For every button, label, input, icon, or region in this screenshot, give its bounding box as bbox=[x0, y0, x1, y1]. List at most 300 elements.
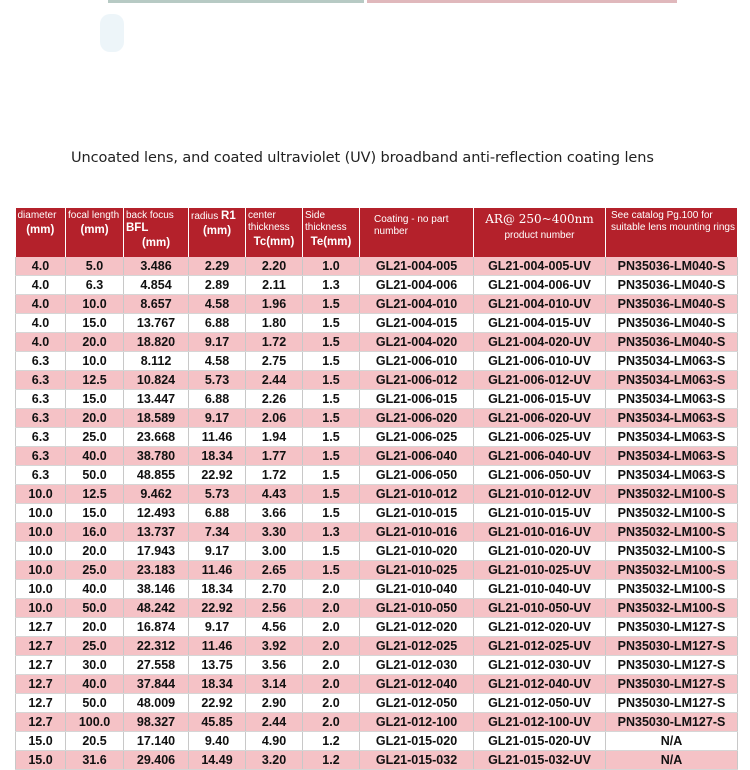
table-row bbox=[16, 276, 738, 295]
cell-mounting-ring: PN35034-LM063-S bbox=[606, 409, 738, 428]
cell-uv-part: GL21-012-100-UV bbox=[474, 713, 606, 732]
cell-center-thickness: 4.56 bbox=[246, 618, 303, 637]
cell-focal-length: 20.0 bbox=[66, 542, 124, 561]
header-side-thickness bbox=[303, 208, 360, 257]
cell-mounting-ring: PN35034-LM063-S bbox=[606, 352, 738, 371]
cell-uv-part: GL21-004-015-UV bbox=[474, 314, 606, 333]
cell-side-thickness: 2.0 bbox=[303, 637, 360, 656]
cell-center-thickness: 2.75 bbox=[246, 352, 303, 371]
cell-diameter: 6.3 bbox=[16, 390, 66, 409]
cell-coating-part: GL21-006-015 bbox=[360, 390, 474, 409]
cell-mounting-ring: PN35036-LM040-S bbox=[606, 276, 738, 295]
cell-radius: 6.88 bbox=[189, 314, 246, 333]
cell-radius: 45.85 bbox=[189, 713, 246, 732]
cell-coating-part: GL21-015-020 bbox=[360, 732, 474, 751]
cell-diameter: 10.0 bbox=[16, 485, 66, 504]
cell-center-thickness: 1.77 bbox=[246, 447, 303, 466]
table-row bbox=[16, 599, 738, 618]
cell-side-thickness: 2.0 bbox=[303, 599, 360, 618]
cell-side-thickness: 1.5 bbox=[303, 428, 360, 447]
cell-side-thickness: 2.0 bbox=[303, 713, 360, 732]
header-focal-label: focal length bbox=[68, 210, 120, 221]
cell-side-thickness: 2.0 bbox=[303, 580, 360, 599]
header-radius-label: radius bbox=[191, 211, 219, 222]
cell-back-focus: 13.767 bbox=[124, 314, 189, 333]
table-row bbox=[16, 466, 738, 485]
cell-center-thickness: 3.00 bbox=[246, 542, 303, 561]
banner-glow bbox=[100, 14, 124, 52]
cell-mounting-ring: PN35030-LM127-S bbox=[606, 675, 738, 694]
cell-coating-part: GL21-004-005 bbox=[360, 257, 474, 276]
cell-mounting-ring: PN35032-LM100-S bbox=[606, 504, 738, 523]
cell-focal-length: 20.5 bbox=[66, 732, 124, 751]
cell-center-thickness: 1.80 bbox=[246, 314, 303, 333]
cell-side-thickness: 1.2 bbox=[303, 751, 360, 770]
cell-back-focus: 9.462 bbox=[124, 485, 189, 504]
cell-mounting-ring: PN35034-LM063-S bbox=[606, 466, 738, 485]
table-row bbox=[16, 656, 738, 675]
cell-diameter: 10.0 bbox=[16, 542, 66, 561]
header-ar-label: AR@ 250~400nm bbox=[485, 212, 594, 226]
cell-diameter: 4.0 bbox=[16, 295, 66, 314]
cell-radius: 9.17 bbox=[189, 618, 246, 637]
cell-uv-part: GL21-006-040-UV bbox=[474, 447, 606, 466]
cell-diameter: 6.3 bbox=[16, 447, 66, 466]
cell-side-thickness: 2.0 bbox=[303, 694, 360, 713]
header-coating bbox=[360, 208, 474, 257]
cell-coating-part: GL21-010-012 bbox=[360, 485, 474, 504]
cell-focal-length: 40.0 bbox=[66, 675, 124, 694]
cell-back-focus: 17.140 bbox=[124, 732, 189, 751]
cell-focal-length: 25.0 bbox=[66, 428, 124, 447]
cell-mounting-ring: PN35030-LM127-S bbox=[606, 637, 738, 656]
header-coating-label: Coating - no part number bbox=[374, 214, 449, 237]
header-diameter-unit: (mm) bbox=[26, 224, 55, 236]
cell-focal-length: 15.0 bbox=[66, 504, 124, 523]
cell-coating-part: GL21-004-006 bbox=[360, 276, 474, 295]
cell-coating-part: GL21-004-010 bbox=[360, 295, 474, 314]
cell-coating-part: GL21-012-025 bbox=[360, 637, 474, 656]
cell-mounting-ring: PN35034-LM063-S bbox=[606, 390, 738, 409]
cell-uv-part: GL21-004-010-UV bbox=[474, 295, 606, 314]
cell-coating-part: GL21-006-010 bbox=[360, 352, 474, 371]
header-bfl-abbr: BFL bbox=[126, 222, 149, 234]
cell-mounting-ring: PN35030-LM127-S bbox=[606, 618, 738, 637]
cell-side-thickness: 1.5 bbox=[303, 466, 360, 485]
cell-mounting-ring: PN35032-LM100-S bbox=[606, 599, 738, 618]
cell-radius: 6.88 bbox=[189, 390, 246, 409]
lens-spec-table bbox=[15, 208, 738, 770]
cell-uv-part: GL21-006-050-UV bbox=[474, 466, 606, 485]
cell-mounting-ring: PN35036-LM040-S bbox=[606, 314, 738, 333]
cell-center-thickness: 2.26 bbox=[246, 390, 303, 409]
cell-radius: 22.92 bbox=[189, 694, 246, 713]
cell-focal-length: 50.0 bbox=[66, 599, 124, 618]
cell-coating-part: GL21-004-020 bbox=[360, 333, 474, 352]
cell-focal-length: 100.0 bbox=[66, 713, 124, 732]
cell-focal-length: 25.0 bbox=[66, 561, 124, 580]
cell-uv-part: GL21-006-015-UV bbox=[474, 390, 606, 409]
cell-side-thickness: 1.0 bbox=[303, 257, 360, 276]
table-row bbox=[16, 675, 738, 694]
cell-diameter: 12.7 bbox=[16, 713, 66, 732]
cell-diameter: 10.0 bbox=[16, 504, 66, 523]
table-row bbox=[16, 542, 738, 561]
cell-radius: 22.92 bbox=[189, 466, 246, 485]
cell-back-focus: 4.854 bbox=[124, 276, 189, 295]
cell-center-thickness: 2.56 bbox=[246, 599, 303, 618]
header-radius-abbr: R1 bbox=[221, 210, 236, 222]
cell-diameter: 12.7 bbox=[16, 637, 66, 656]
cell-side-thickness: 1.5 bbox=[303, 314, 360, 333]
cell-radius: 5.73 bbox=[189, 485, 246, 504]
cell-mounting-ring: PN35036-LM040-S bbox=[606, 295, 738, 314]
cell-coating-part: GL21-006-050 bbox=[360, 466, 474, 485]
cell-back-focus: 48.855 bbox=[124, 466, 189, 485]
cell-center-thickness: 3.92 bbox=[246, 637, 303, 656]
table-body bbox=[16, 257, 738, 770]
table-row bbox=[16, 295, 738, 314]
cell-center-thickness: 2.70 bbox=[246, 580, 303, 599]
cell-radius: 7.34 bbox=[189, 523, 246, 542]
cell-diameter: 6.3 bbox=[16, 466, 66, 485]
banner-stripe-right bbox=[367, 0, 677, 3]
table-row bbox=[16, 409, 738, 428]
cell-uv-part: GL21-006-020-UV bbox=[474, 409, 606, 428]
table-row bbox=[16, 561, 738, 580]
table-row bbox=[16, 637, 738, 656]
cell-mounting-ring: PN35032-LM100-S bbox=[606, 523, 738, 542]
cell-side-thickness: 2.0 bbox=[303, 618, 360, 637]
cell-coating-part: GL21-012-030 bbox=[360, 656, 474, 675]
cell-back-focus: 38.146 bbox=[124, 580, 189, 599]
cell-back-focus: 27.558 bbox=[124, 656, 189, 675]
cell-back-focus: 17.943 bbox=[124, 542, 189, 561]
cell-back-focus: 8.657 bbox=[124, 295, 189, 314]
cell-focal-length: 12.5 bbox=[66, 485, 124, 504]
cell-side-thickness: 1.5 bbox=[303, 352, 360, 371]
cell-uv-part: GL21-015-032-UV bbox=[474, 751, 606, 770]
header-focal-length bbox=[66, 208, 124, 257]
cell-back-focus: 22.312 bbox=[124, 637, 189, 656]
cell-back-focus: 13.447 bbox=[124, 390, 189, 409]
cell-mounting-ring: PN35032-LM100-S bbox=[606, 561, 738, 580]
cell-focal-length: 5.0 bbox=[66, 257, 124, 276]
cell-radius: 4.58 bbox=[189, 352, 246, 371]
cell-side-thickness: 1.5 bbox=[303, 542, 360, 561]
header-row bbox=[16, 208, 738, 257]
table-row bbox=[16, 333, 738, 352]
cell-coating-part: GL21-010-050 bbox=[360, 599, 474, 618]
cell-diameter: 12.7 bbox=[16, 618, 66, 637]
cell-center-thickness: 1.72 bbox=[246, 333, 303, 352]
cell-diameter: 12.7 bbox=[16, 694, 66, 713]
cell-radius: 18.34 bbox=[189, 447, 246, 466]
cell-back-focus: 23.183 bbox=[124, 561, 189, 580]
cell-focal-length: 30.0 bbox=[66, 656, 124, 675]
cell-focal-length: 15.0 bbox=[66, 314, 124, 333]
cell-diameter: 4.0 bbox=[16, 333, 66, 352]
header-center-thickness bbox=[246, 208, 303, 257]
cell-diameter: 15.0 bbox=[16, 751, 66, 770]
cell-center-thickness: 3.20 bbox=[246, 751, 303, 770]
header-diameter-label: diameter bbox=[17, 210, 57, 221]
cell-radius: 5.73 bbox=[189, 371, 246, 390]
cell-coating-part: GL21-004-015 bbox=[360, 314, 474, 333]
cell-mounting-ring: PN35036-LM040-S bbox=[606, 257, 738, 276]
cell-diameter: 6.3 bbox=[16, 352, 66, 371]
cell-mounting-ring: PN35032-LM100-S bbox=[606, 542, 738, 561]
header-center-unit: Tc(mm) bbox=[253, 236, 295, 248]
cell-uv-part: GL21-012-020-UV bbox=[474, 618, 606, 637]
cell-focal-length: 25.0 bbox=[66, 637, 124, 656]
cell-center-thickness: 2.65 bbox=[246, 561, 303, 580]
header-bfl-label: back focus bbox=[126, 210, 174, 221]
header-catalog bbox=[606, 208, 738, 257]
cell-radius: 6.88 bbox=[189, 504, 246, 523]
cell-focal-length: 50.0 bbox=[66, 694, 124, 713]
cell-diameter: 15.0 bbox=[16, 732, 66, 751]
cell-radius: 14.49 bbox=[189, 751, 246, 770]
header-side-unit: Te(mm) bbox=[310, 236, 352, 248]
cell-center-thickness: 4.43 bbox=[246, 485, 303, 504]
cell-back-focus: 23.668 bbox=[124, 428, 189, 447]
cell-center-thickness: 3.30 bbox=[246, 523, 303, 542]
table-row bbox=[16, 352, 738, 371]
cell-back-focus: 8.112 bbox=[124, 352, 189, 371]
cell-diameter: 6.3 bbox=[16, 428, 66, 447]
cell-coating-part: GL21-012-020 bbox=[360, 618, 474, 637]
cell-mounting-ring: PN35034-LM063-S bbox=[606, 447, 738, 466]
cell-mounting-ring: N/A bbox=[606, 751, 738, 770]
cell-coating-part: GL21-012-050 bbox=[360, 694, 474, 713]
cell-center-thickness: 1.72 bbox=[246, 466, 303, 485]
cell-uv-part: GL21-004-006-UV bbox=[474, 276, 606, 295]
cell-diameter: 10.0 bbox=[16, 599, 66, 618]
cell-uv-part: GL21-004-005-UV bbox=[474, 257, 606, 276]
cell-back-focus: 16.874 bbox=[124, 618, 189, 637]
cell-uv-part: GL21-012-025-UV bbox=[474, 637, 606, 656]
cell-center-thickness: 4.90 bbox=[246, 732, 303, 751]
cell-back-focus: 29.406 bbox=[124, 751, 189, 770]
cell-radius: 18.34 bbox=[189, 675, 246, 694]
cell-mounting-ring: PN35034-LM063-S bbox=[606, 428, 738, 447]
cell-center-thickness: 2.20 bbox=[246, 257, 303, 276]
cell-mounting-ring: PN35034-LM063-S bbox=[606, 371, 738, 390]
cell-side-thickness: 1.3 bbox=[303, 523, 360, 542]
banner-stripe-left bbox=[108, 0, 364, 3]
cell-center-thickness: 3.14 bbox=[246, 675, 303, 694]
table-row bbox=[16, 390, 738, 409]
cell-radius: 9.17 bbox=[189, 333, 246, 352]
table-row bbox=[16, 314, 738, 333]
cell-radius: 13.75 bbox=[189, 656, 246, 675]
cell-diameter: 10.0 bbox=[16, 561, 66, 580]
cell-focal-length: 20.0 bbox=[66, 618, 124, 637]
cell-focal-length: 20.0 bbox=[66, 333, 124, 352]
cell-back-focus: 12.493 bbox=[124, 504, 189, 523]
cell-coating-part: GL21-006-012 bbox=[360, 371, 474, 390]
table-row bbox=[16, 580, 738, 599]
cell-radius: 9.17 bbox=[189, 409, 246, 428]
cell-radius: 2.29 bbox=[189, 257, 246, 276]
cell-radius: 9.40 bbox=[189, 732, 246, 751]
cell-coating-part: GL21-006-020 bbox=[360, 409, 474, 428]
cell-focal-length: 6.3 bbox=[66, 276, 124, 295]
cell-radius: 11.46 bbox=[189, 561, 246, 580]
cell-radius: 2.89 bbox=[189, 276, 246, 295]
cell-diameter: 10.0 bbox=[16, 523, 66, 542]
cell-diameter: 6.3 bbox=[16, 371, 66, 390]
cell-diameter: 4.0 bbox=[16, 257, 66, 276]
cell-uv-part: GL21-012-040-UV bbox=[474, 675, 606, 694]
header-ar-coating bbox=[474, 208, 606, 257]
cell-back-focus: 13.737 bbox=[124, 523, 189, 542]
cell-mounting-ring: PN35030-LM127-S bbox=[606, 656, 738, 675]
cell-mounting-ring: PN35032-LM100-S bbox=[606, 580, 738, 599]
cell-uv-part: GL21-012-030-UV bbox=[474, 656, 606, 675]
cell-center-thickness: 2.90 bbox=[246, 694, 303, 713]
cell-uv-part: GL21-010-040-UV bbox=[474, 580, 606, 599]
cell-back-focus: 38.780 bbox=[124, 447, 189, 466]
cell-uv-part: GL21-012-050-UV bbox=[474, 694, 606, 713]
table-row bbox=[16, 523, 738, 542]
cell-radius: 11.46 bbox=[189, 637, 246, 656]
cell-focal-length: 10.0 bbox=[66, 352, 124, 371]
cell-diameter: 6.3 bbox=[16, 409, 66, 428]
cell-radius: 4.58 bbox=[189, 295, 246, 314]
cell-back-focus: 48.242 bbox=[124, 599, 189, 618]
cell-coating-part: GL21-010-020 bbox=[360, 542, 474, 561]
cell-side-thickness: 1.5 bbox=[303, 371, 360, 390]
cell-mounting-ring: PN35032-LM100-S bbox=[606, 485, 738, 504]
cell-back-focus: 98.327 bbox=[124, 713, 189, 732]
cell-uv-part: GL21-006-010-UV bbox=[474, 352, 606, 371]
cell-uv-part: GL21-010-020-UV bbox=[474, 542, 606, 561]
cell-coating-part: GL21-006-025 bbox=[360, 428, 474, 447]
cell-uv-part: GL21-010-025-UV bbox=[474, 561, 606, 580]
cell-back-focus: 37.844 bbox=[124, 675, 189, 694]
header-catalog-label: See catalog Pg.100 for suitable lens mounting rings bbox=[611, 210, 735, 233]
table-row bbox=[16, 428, 738, 447]
cell-coating-part: GL21-015-032 bbox=[360, 751, 474, 770]
cell-uv-part: GL21-010-012-UV bbox=[474, 485, 606, 504]
cell-uv-part: GL21-015-020-UV bbox=[474, 732, 606, 751]
cell-coating-part: GL21-006-040 bbox=[360, 447, 474, 466]
header-radius bbox=[189, 208, 246, 257]
cell-back-focus: 3.486 bbox=[124, 257, 189, 276]
cell-diameter: 4.0 bbox=[16, 314, 66, 333]
table-row bbox=[16, 485, 738, 504]
cell-focal-length: 31.6 bbox=[66, 751, 124, 770]
table-row bbox=[16, 618, 738, 637]
header-radius-unit: (mm) bbox=[202, 225, 232, 237]
cell-back-focus: 18.820 bbox=[124, 333, 189, 352]
cell-focal-length: 40.0 bbox=[66, 580, 124, 599]
cell-center-thickness: 2.44 bbox=[246, 713, 303, 732]
cell-side-thickness: 1.5 bbox=[303, 447, 360, 466]
cell-focal-length: 10.0 bbox=[66, 295, 124, 314]
cell-coating-part: GL21-010-015 bbox=[360, 504, 474, 523]
table-row bbox=[16, 713, 738, 732]
table-row bbox=[16, 694, 738, 713]
cell-side-thickness: 1.5 bbox=[303, 504, 360, 523]
cell-uv-part: GL21-006-012-UV bbox=[474, 371, 606, 390]
cell-center-thickness: 1.94 bbox=[246, 428, 303, 447]
cell-center-thickness: 2.44 bbox=[246, 371, 303, 390]
table-row bbox=[16, 504, 738, 523]
cell-side-thickness: 1.5 bbox=[303, 295, 360, 314]
cell-focal-length: 16.0 bbox=[66, 523, 124, 542]
cell-focal-length: 50.0 bbox=[66, 466, 124, 485]
header-ar-sub: product number bbox=[504, 230, 575, 241]
cell-side-thickness: 2.0 bbox=[303, 675, 360, 694]
cell-mounting-ring: N/A bbox=[606, 732, 738, 751]
cell-mounting-ring: PN35030-LM127-S bbox=[606, 713, 738, 732]
header-side-label: Side thickness bbox=[305, 210, 347, 233]
cell-center-thickness: 3.66 bbox=[246, 504, 303, 523]
table-row bbox=[16, 371, 738, 390]
cell-center-thickness: 2.11 bbox=[246, 276, 303, 295]
cell-coating-part: GL21-012-040 bbox=[360, 675, 474, 694]
cell-mounting-ring: PN35030-LM127-S bbox=[606, 694, 738, 713]
cell-side-thickness: 2.0 bbox=[303, 656, 360, 675]
cell-radius: 18.34 bbox=[189, 580, 246, 599]
cell-diameter: 12.7 bbox=[16, 675, 66, 694]
cell-coating-part: GL21-010-016 bbox=[360, 523, 474, 542]
cell-side-thickness: 1.5 bbox=[303, 485, 360, 504]
cell-mounting-ring: PN35036-LM040-S bbox=[606, 333, 738, 352]
cell-side-thickness: 1.5 bbox=[303, 561, 360, 580]
cell-focal-length: 40.0 bbox=[66, 447, 124, 466]
cell-diameter: 12.7 bbox=[16, 656, 66, 675]
cell-focal-length: 20.0 bbox=[66, 409, 124, 428]
cell-back-focus: 10.824 bbox=[124, 371, 189, 390]
cell-radius: 22.92 bbox=[189, 599, 246, 618]
cell-side-thickness: 1.5 bbox=[303, 333, 360, 352]
cell-side-thickness: 1.5 bbox=[303, 390, 360, 409]
cell-center-thickness: 1.96 bbox=[246, 295, 303, 314]
cell-coating-part: GL21-010-040 bbox=[360, 580, 474, 599]
header-center-label: center thickness bbox=[248, 210, 290, 233]
cell-coating-part: GL21-010-025 bbox=[360, 561, 474, 580]
header-bfl-unit: (mm) bbox=[141, 237, 171, 249]
header-diameter bbox=[16, 208, 66, 257]
cell-side-thickness: 1.3 bbox=[303, 276, 360, 295]
cell-radius: 9.17 bbox=[189, 542, 246, 561]
cell-uv-part: GL21-004-020-UV bbox=[474, 333, 606, 352]
header-focal-unit: (mm) bbox=[80, 224, 109, 236]
cell-side-thickness: 1.5 bbox=[303, 409, 360, 428]
cell-coating-part: GL21-012-100 bbox=[360, 713, 474, 732]
cell-uv-part: GL21-010-050-UV bbox=[474, 599, 606, 618]
table-row bbox=[16, 732, 738, 751]
cell-radius: 11.46 bbox=[189, 428, 246, 447]
cell-diameter: 10.0 bbox=[16, 580, 66, 599]
cell-uv-part: GL21-010-015-UV bbox=[474, 504, 606, 523]
cell-uv-part: GL21-006-025-UV bbox=[474, 428, 606, 447]
cell-focal-length: 15.0 bbox=[66, 390, 124, 409]
cell-back-focus: 48.009 bbox=[124, 694, 189, 713]
cell-uv-part: GL21-010-016-UV bbox=[474, 523, 606, 542]
cell-back-focus: 18.589 bbox=[124, 409, 189, 428]
intro-text: Uncoated lens, and coated ultraviolet (UV) broadband anti-reflection coating lens bbox=[71, 150, 654, 166]
cell-focal-length: 12.5 bbox=[66, 371, 124, 390]
cell-center-thickness: 3.56 bbox=[246, 656, 303, 675]
top-banner-graphic bbox=[0, 0, 750, 60]
cell-side-thickness: 1.2 bbox=[303, 732, 360, 751]
table-row bbox=[16, 257, 738, 276]
